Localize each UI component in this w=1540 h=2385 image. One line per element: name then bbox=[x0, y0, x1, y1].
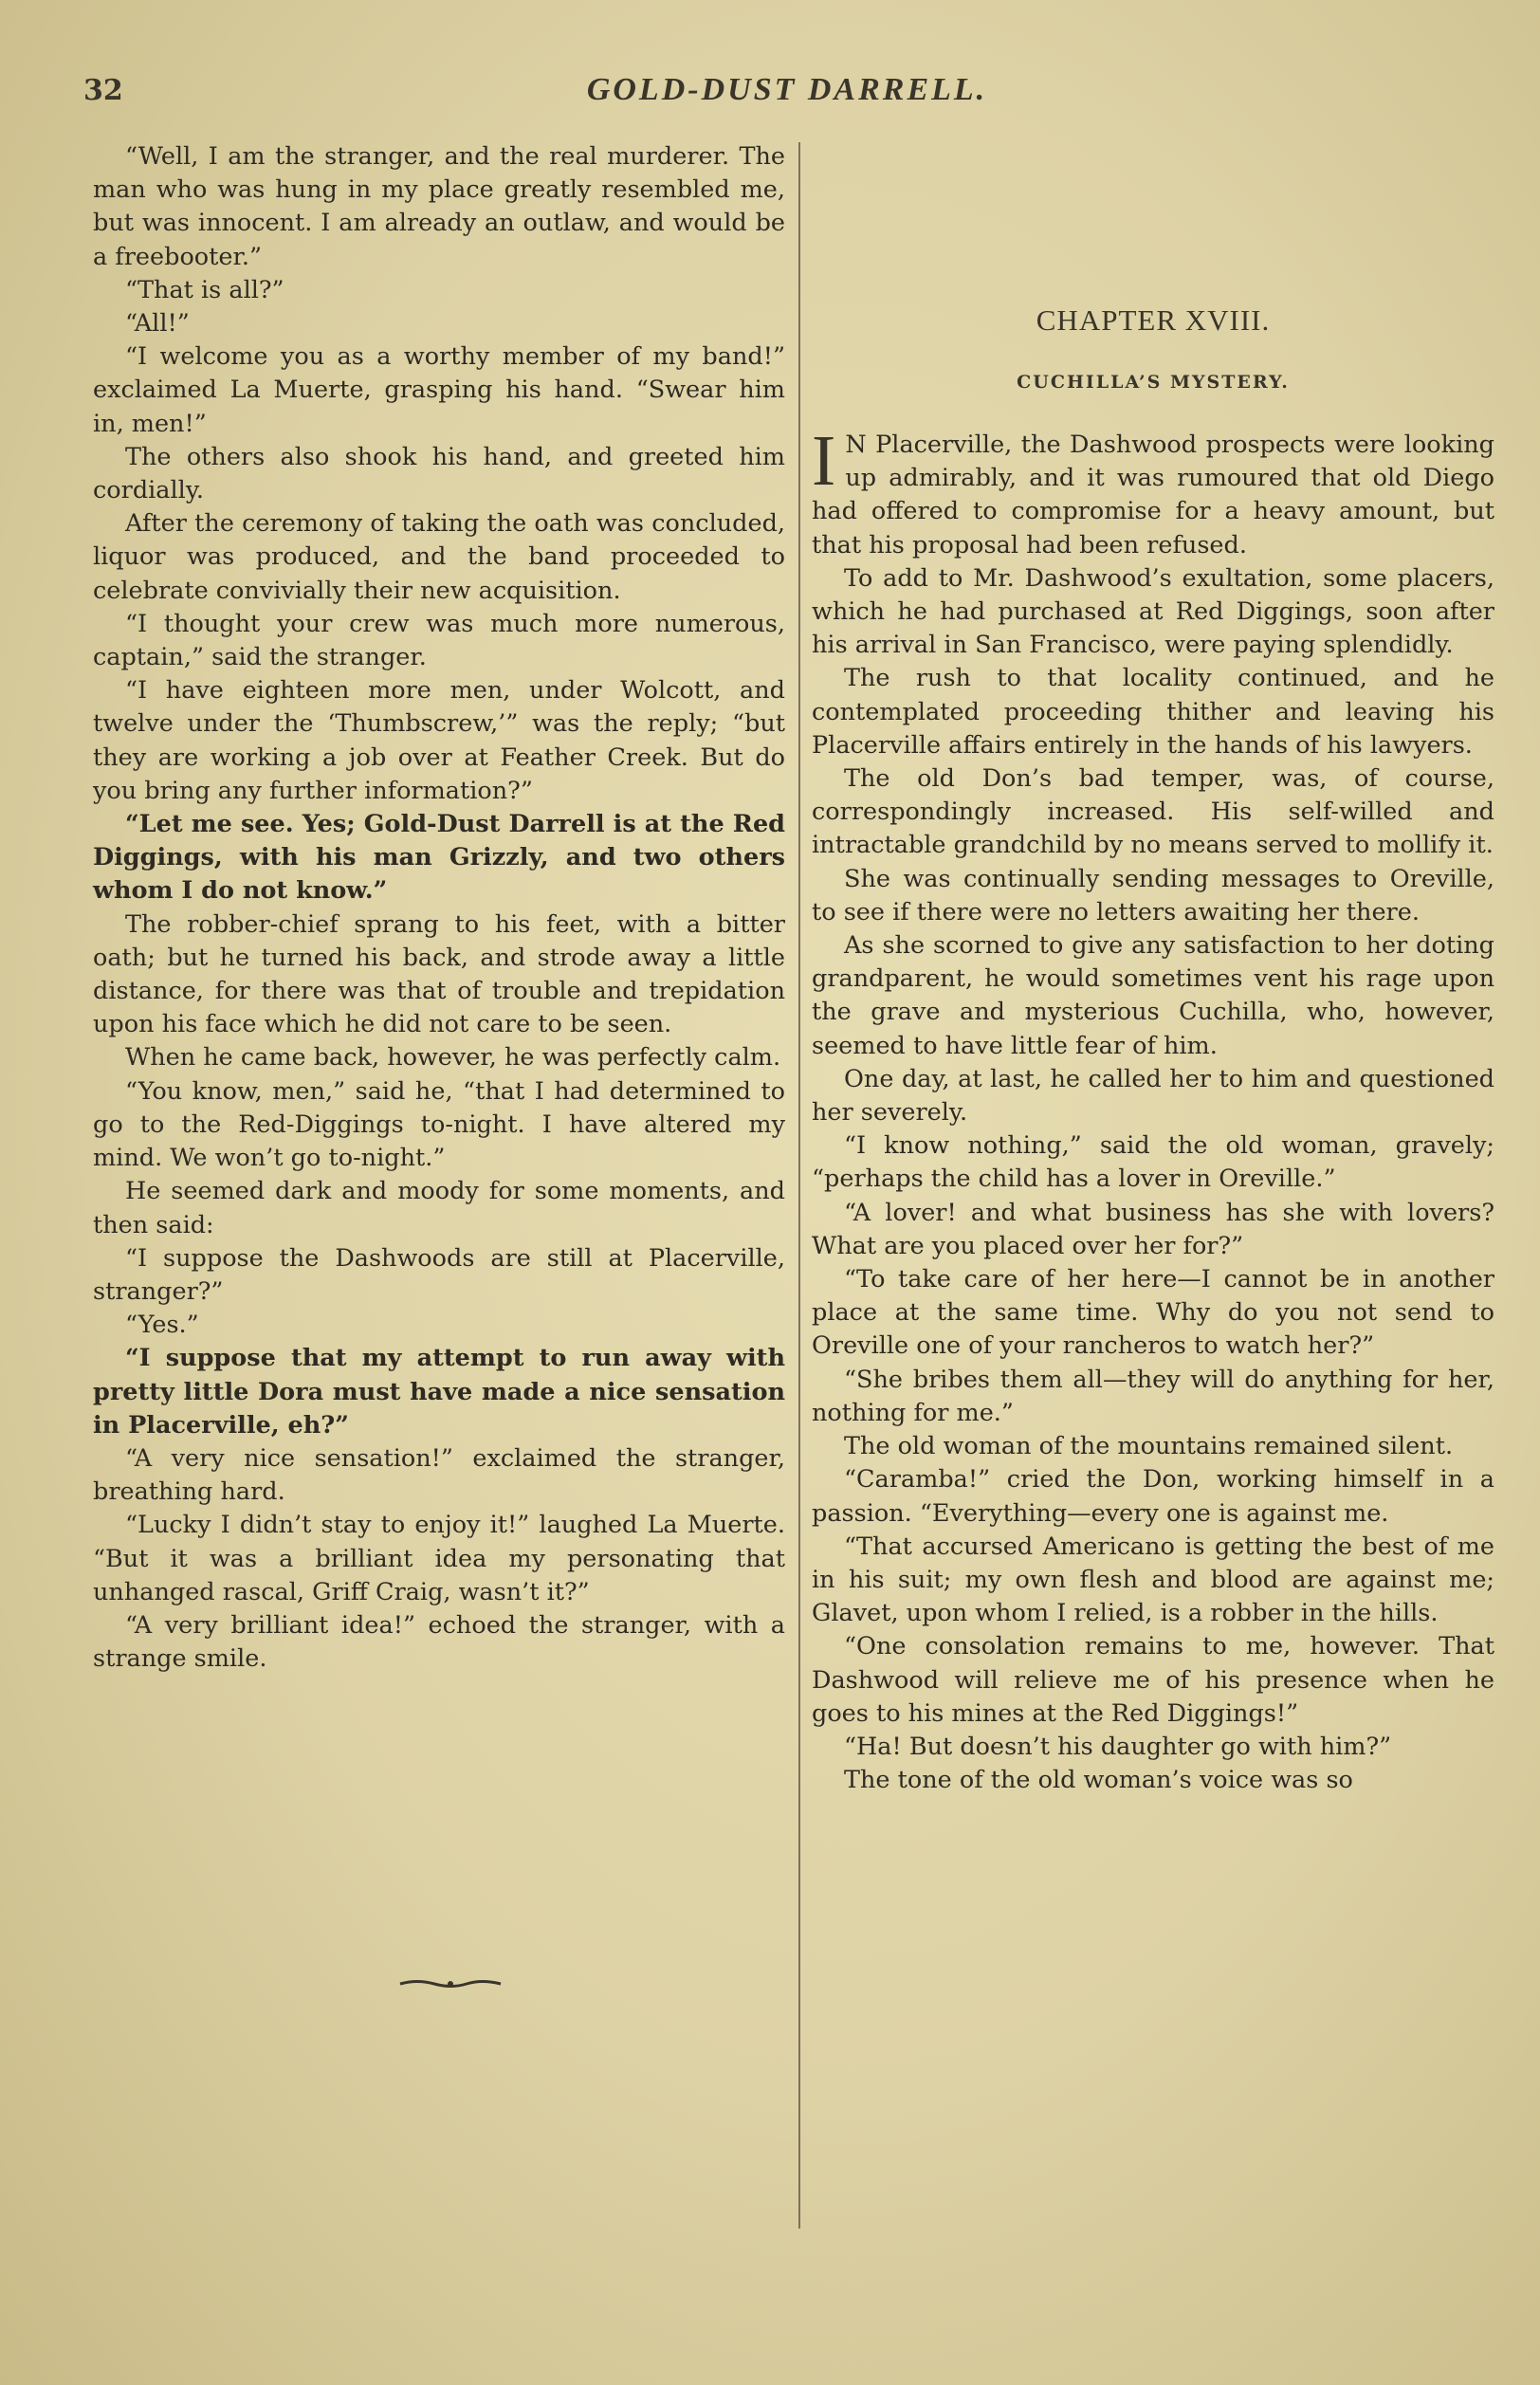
right-column-paragraph: “Caramba!” cried the Don, working himself in a passion. “Everything—every one is against me. bbox=[812, 1465, 1494, 1528]
left-column-paragraph: “All!” bbox=[125, 309, 190, 339]
right-column-paragraph: “A lover! and what business has she with lovers? What are you placed over her for?” bbox=[812, 1198, 1494, 1260]
left-column-paragraph: He seemed dark and moody for some moments, and then said: bbox=[93, 1177, 785, 1239]
right-column-paragraph: “That accursed Americano is getting the best of me in his suit; my own flesh and blood are against me; Glavet, upon whom I relied, is a robber in the hills. bbox=[812, 1532, 1494, 1628]
left-column-paragraph: “Lucky I didn’t stay to enjoy it!” laughed La Muerte. “But it was a brilliant idea my personating that unhanged rascal, Griff Craig, wasn’t it?” bbox=[93, 1511, 785, 1606]
right-column-paragraph: The rush to that locality continued, and he contemplated proceeding thither and leaving his Placerville affairs entirely in the hands of his lawyers. bbox=[812, 664, 1494, 760]
chapter-subtitle: CUCHILLA’S MYSTERY. bbox=[1017, 372, 1290, 393]
left-column-paragraph: “I have eighteen more men, under Wolcott, and twelve under the ‘Thumbscrew,’” was the reply; “but they are working a job over at Feather Creek. But do you bring any further information?” bbox=[93, 676, 785, 805]
right-column bbox=[812, 421, 1494, 1797]
right-column-paragraph: The old Don’s bad temper, was, of course, correspondingly increased. His self-willed and intractable grandchild by no means served to mollify it. bbox=[812, 764, 1494, 860]
right-column-paragraph: “She bribes them all—they will do anything for her, nothing for me.” bbox=[812, 1365, 1494, 1427]
right-column-paragraph: One day, at last, he called her to him and questioned her severely. bbox=[812, 1064, 1494, 1128]
page-number: 32 bbox=[83, 74, 123, 107]
left-column-paragraph: “A very brilliant idea!” echoed the stranger, with a strange smile. bbox=[93, 1610, 785, 1674]
left-column-paragraph: When he came back, however, he was perfectly calm. bbox=[125, 1043, 781, 1073]
chapter-title: CHAPTER XVIII. bbox=[1036, 303, 1271, 337]
left-column bbox=[93, 140, 785, 1676]
drop-cap: I bbox=[812, 421, 836, 501]
left-column-paragraph: “Let me see. Yes; Gold-Dust Darrell is at the Red Diggings, with his man Grizzly, and two others whom I do not know.” bbox=[93, 810, 785, 906]
right-column-paragraph: The tone of the old woman’s voice was so bbox=[844, 1766, 1353, 1795]
left-column-paragraph: The others also shook his hand, and greeted him cordially. bbox=[93, 442, 785, 505]
opening-text: N Placerville, the Dashwood prospects were looking up admirably, and it was rumoured that old Diego had offered to compromise for a heavy amount, but that his proposal had been refused. bbox=[812, 431, 1494, 560]
left-column-paragraph: “I suppose that my attempt to run away with pretty little Dora must have made a nice sensation in Placerville, eh?” bbox=[93, 1344, 785, 1440]
right-column-paragraph: She was continually sending messages to Oreville, to see if there were no letters awaiting her there. bbox=[812, 864, 1494, 926]
chapter-opening-paragraph bbox=[812, 421, 1494, 562]
left-column-paragraph: “Well, I am the stranger, and the real murderer. The man who was hung in my place greatly resembled me, but was innocent. I am already an outlaw, and would be a freebooter.” bbox=[93, 142, 785, 271]
left-column-paragraph: “I thought your crew was much more numerous, captain,” said the stranger. bbox=[93, 609, 785, 672]
left-column-paragraph: “I welcome you as a worthy member of my band!” exclaimed La Muerte, grasping his hand. “Swear him in, men!” bbox=[93, 342, 785, 438]
left-column-paragraph: “You know, men,” said he, “that I had determined to go to the Red-Diggings to-night. I have altered my mind. We won’t go to-night.” bbox=[93, 1076, 785, 1173]
section-end-ornament-icon bbox=[398, 1977, 503, 1991]
right-column-paragraph: As she scorned to give any satisfaction to her doting grandparent, he would sometimes vent his rage upon the grave and mysterious Cuchilla, who, however, seemed to have little fear of him. bbox=[812, 931, 1494, 1060]
right-column-paragraph: “To take care of her here—I cannot be in another place at the same time. Why do you not send to Oreville one of your rancheros to watch her?” bbox=[812, 1265, 1494, 1361]
right-column-paragraph: The old woman of the mountains remained silent. bbox=[844, 1432, 1454, 1461]
right-column-paragraph: “I know nothing,” said the old woman, gravely; “perhaps the child has a lover in Oreville.” bbox=[812, 1131, 1494, 1194]
left-column-paragraph: “That is all?” bbox=[125, 275, 284, 304]
right-column-paragraph: “One consolation remains to me, however. That Dashwood will relieve me of his presence when he goes to his mines at the Red Diggings!” bbox=[812, 1632, 1494, 1728]
running-head: GOLD-DUST DARRELL. bbox=[586, 72, 988, 107]
left-column-paragraph: The robber-chief sprang to his feet, with a bitter oath; but he turned his back, and strode away a little distance, for there was that of trouble and trepidation upon his face which he did not care to be seen. bbox=[93, 909, 785, 1039]
right-column-paragraph: “Ha! But doesn’t his daughter go with him?” bbox=[844, 1732, 1392, 1761]
column-rule bbox=[798, 142, 800, 2229]
left-column-paragraph: After the ceremony of taking the oath was concluded, liquor was produced, and the band proceeded to celebrate convivially their new acquisition. bbox=[93, 509, 785, 605]
left-column-paragraph: “Yes.” bbox=[125, 1311, 199, 1340]
left-column-paragraph: “I suppose the Dashwoods are still at Placerville, stranger?” bbox=[93, 1243, 785, 1306]
right-column-paragraph: To add to Mr. Dashwood’s exultation, some placers, which he had purchased at Red Diggings, soon after his arrival in San Francisco, were paying splendidly. bbox=[812, 563, 1494, 660]
left-column-paragraph: “A very nice sensation!” exclaimed the stranger, breathing hard. bbox=[93, 1443, 785, 1507]
